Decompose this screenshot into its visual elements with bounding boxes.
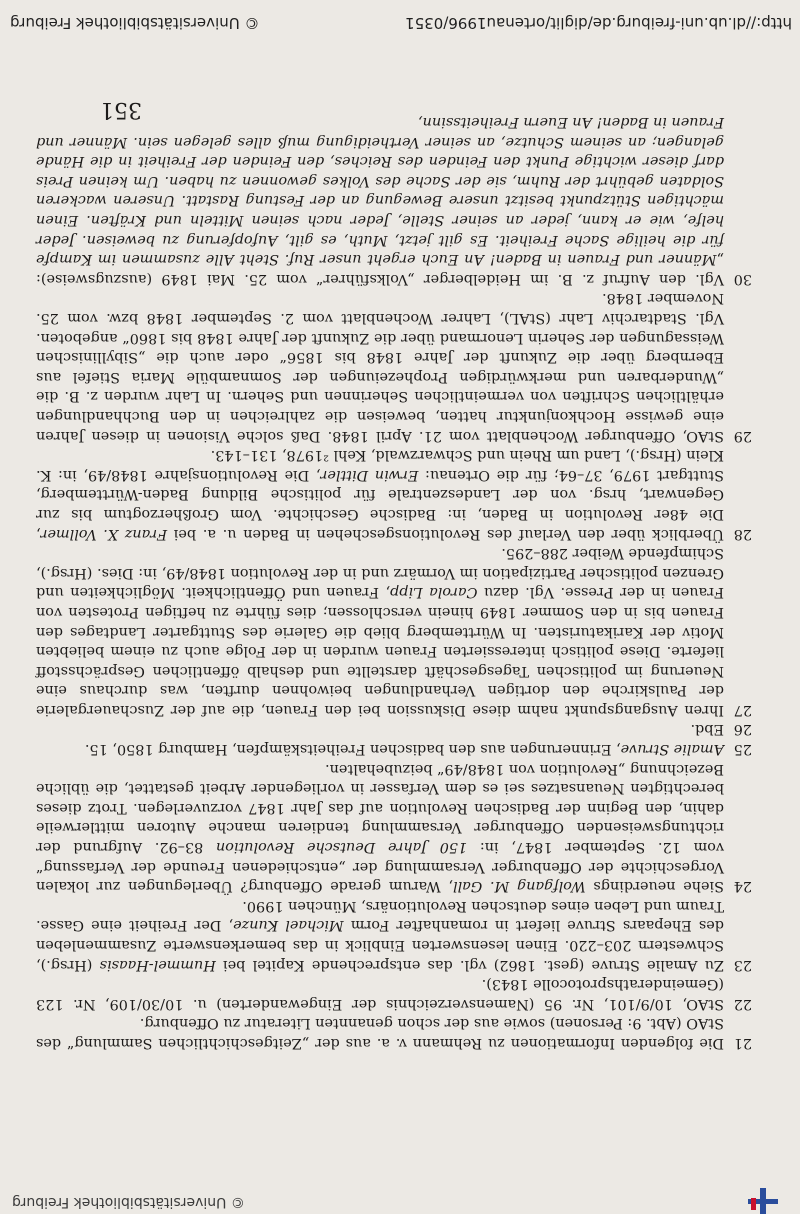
page-number: 351 (100, 97, 142, 122)
author-name: Michael Kunze (233, 917, 344, 934)
footnote-number: 28 (733, 525, 752, 542)
footnote (36, 895, 752, 973)
footnote-number: 27 (733, 701, 752, 718)
quoted-appeal: Männer und Frauen in Baden! An Euch ergeht unser Ruf. Steht Alle zusammen im Kampfe für die heilige Sache Freiheit. Es gilt jetzt, Muth, es gilt, Aufopferung zu beweisen. Jeder helfe, wie er kann, jeder an seiner Stelle, Jeder nach seinen Mitteln und Kräften. Einen mächtigen Stützpunkt besitzt unsere Bewegung an der Festung Rastatt. Unseren wackeren Soldaten gebührt der Ruhm, sie der Sache des Volkes gewonnen zu haben. Um keinen Preis darf dieser wichtige Punkt den Feinden des Reiches, den Feinden der Freiheit in die Hände gelangen; an seinem Schutze, an seiner Vertheidigung muß alles gelegen sein. Männer und Frauen in Baden! An Euern Freiheitssinn, (36, 114, 724, 268)
footnote (36, 739, 752, 759)
footnote-text: Vgl. den Aufruf z. B. im Heidelberger „Volksführer“ vom 25. Mai 1849 (auszugsweise): „Männer und Frauen in Baden! An Euch ergeht unser Ruf. Steht Alle zusammen im Kampfe für die heilige Sache Freiheit. Es gilt jetzt, Muth, es gilt, Aufopferung zu beweisen. Jeder helfe, wie er kann, jeder an seiner Stelle, Jeder nach seinen Mitteln und Kräften. Einen mächtigen Stützpunkt besitzt unsere Bewegung an der Festung Rastatt. Unseren wackeren Soldaten gebührt der Ruhm, sie der Sache des Volkes gewonnen zu haben. Um keinen Preis darf dieser wichtige Punkt den Feinden des Reiches, den Feinden der Freiheit in die Hände gelangen; an seinem Schutze, an seiner Vertheidigung muß alles gelegen sein. Männer und Frauen in Baden! An Euern Freiheitssinn, (36, 114, 724, 287)
footnote (36, 719, 752, 739)
ub-freiburg-logo-icon (738, 1188, 782, 1214)
footnote (36, 1013, 752, 1052)
author-name: Hummel-Haasis (99, 956, 216, 973)
footnote (36, 543, 752, 719)
author-name: Erwin Dittler (320, 466, 419, 483)
source-url-link[interactable]: http://dl.ub.uni-freiburg.de/diglit/ortenau1996/0351 (405, 14, 792, 32)
footnote (36, 758, 752, 895)
author-name: Wolfgang M. Gall (453, 878, 586, 895)
footnote-text: StAO, 10/9/101, Nr. 95 (Namensverzeichnis der Eingewanderten) u. 10/30/109, Nr. 123 (Gemeinderathsprotocolle 1843). (36, 976, 724, 1012)
book-title: 150 Jahre Deutsche Revolution (215, 839, 468, 856)
author-name: Carola Lipp (390, 584, 478, 601)
footnote-text: Die folgenden Informationen zu Rehmann v. a. aus der „Zeitgeschichtlichen Sammlung“ des StAO (Abt. 9: Personen) sowie aus der schon genannten Literatur zu Offenburg. (36, 1015, 724, 1051)
footnote-text: Ihren Ausgangspunkt nahm diese Diskussion bei den Frauen, die auf der Zuschauergalerie der Paulskirche den dortigen Verhandlungen beiwohnen durften, was durchaus eine Neuerung im politischen Tagesgeschäft darstellte und deshalb öffentlichen Gesprächsstoff lieferte. Diese politisch interessierten Frauen wurden in der Folge auch zu einem beliebten Motiv der Karikaturisten. In Württemberg blieb die Galerie des Stuttgarter Landtages den Frauen bis in den Sommer 1849 hinein verschlossen; dies führte zu heftigen Protesten von Frauen in der Presse. Vgl. dazu Carola Lipp, Frauen und Öffentlichkeit. Möglichkeiten und Grenzen politischer Partizipation im Vormärz und in der Revolution 1848/49, in: Dies. (Hrsg.), Schimpfende Weiber 288–295. (36, 545, 724, 718)
footnote-text: Amalie Struve, Erinnerungen aus den badischen Freiheitskämpfen, Hamburg 1850, 15. (84, 741, 724, 758)
footnote (36, 112, 752, 288)
copyright-notice: © Universitätsbibliothek Freiburg (10, 14, 260, 32)
footnotes-list (36, 112, 752, 1053)
header-bar (0, 1190, 800, 1212)
footnote-text: Siehe neuerdings Wolfgang M. Gall, Warum gerade Offenburg? Überlegungen zur lokalen Vorgeschichte der Offenburger Versammlung der „entschiedenen Freunde der Verfassung“ vom 12. September 1847, in: 150 Jahre Deutsche Revolution 83–92. Aufgrund der richtungsweisenden Offenburger Versammlung tendieren manche Autoren mittlerweile dahin, den Beginn der Badischen Revolution auf das Jahr 1847 vorzuverlegen. Trotz dieses berechtigten Neuansatzes sei es dem Verfasser in vorliegender Arbeit gestattet, die übliche Bezeichnung „Revolution von 1848/49“ beizubehalten. (35, 760, 724, 895)
footnote-text: StAO, Offenburger Wochenblatt vom 21. April 1848. Daß solche Visionen in diesen Jahren eine gewisse Hochkonjunktur hatten, beweisen die zahlreichen in den Buchhandlungen erhältlichen Schriften von vermeintlichen Seherinnen und Sehern. In Lahr wurden z. B. die „Wunderbaren und merkwürdigen Prophezeiungen der Somnambüle Maria Stiefel aus Ebernberg über die Zukunft der Jahre 1848 bis 1856“ oder auch die „Sibyllinischen Weissagungen der Seherin Lenormand über die Zukunft der Jahre 1848 bis 1860“ angeboten. Vgl. Stadtarchiv Lahr (StAL), Lahrer Wochenblatt vom 2. September 1848 bzw. vom 25. November 1848. (36, 290, 724, 444)
footnote-number: 23 (733, 956, 752, 973)
author-name: Franz X. Vollmer (40, 525, 168, 542)
footer-bar (0, 0, 800, 34)
footnote-number: 21 (733, 1035, 752, 1051)
footnote-number: 29 (733, 427, 752, 444)
footnote-number: 24 (733, 878, 752, 895)
author-name: Amalie Struve (620, 741, 724, 758)
footnote-number: 26 (733, 721, 752, 738)
footnote-text: Ebd. (690, 721, 724, 738)
footnote (36, 288, 752, 445)
footnote-number: 25 (733, 741, 752, 758)
footnote-number: 30 (733, 270, 752, 287)
footnote (36, 445, 752, 543)
footnote-text: Überblick über den Verlauf des Revolutionsgeschehen in Baden u. a. bei Franz X. Vollmer, Die 48er Revolution in Baden, in: Badische Geschichte. Vom Großherzogtum bis zur Gegenwart, hrsg. von der Landeszentrale für politische Bildung Baden-Württemberg, Stuttgart 1979, 37–64; für die Ortenau: Erwin Dittler, Die Revolutionsjahre 1848/49, in: K. Klein (Hrsg.), Land um Rhein und Schwarzwald, Kehl ²1978, 131–143. (36, 447, 724, 542)
footnote-number: 22 (733, 995, 752, 1012)
library-credit: © Universitätsbibliothek Freiburg (12, 1194, 245, 1210)
footnote-text: Zu Amalie Struve (gest. 1862) vgl. das entsprechende Kapitel bei Hummel-Haasis (Hrsg.), Schwestern 203–220. Einen lesenswerten Einblick in das bemerkenswerte Zusammenleben des Ehepaars Struve liefert in romanhafter Form Michael Kunze, Der Freiheit eine Gasse. Traum und Leben eines deutschen Revolutionärs, München 1990. (36, 897, 724, 973)
footnote (36, 974, 752, 1013)
